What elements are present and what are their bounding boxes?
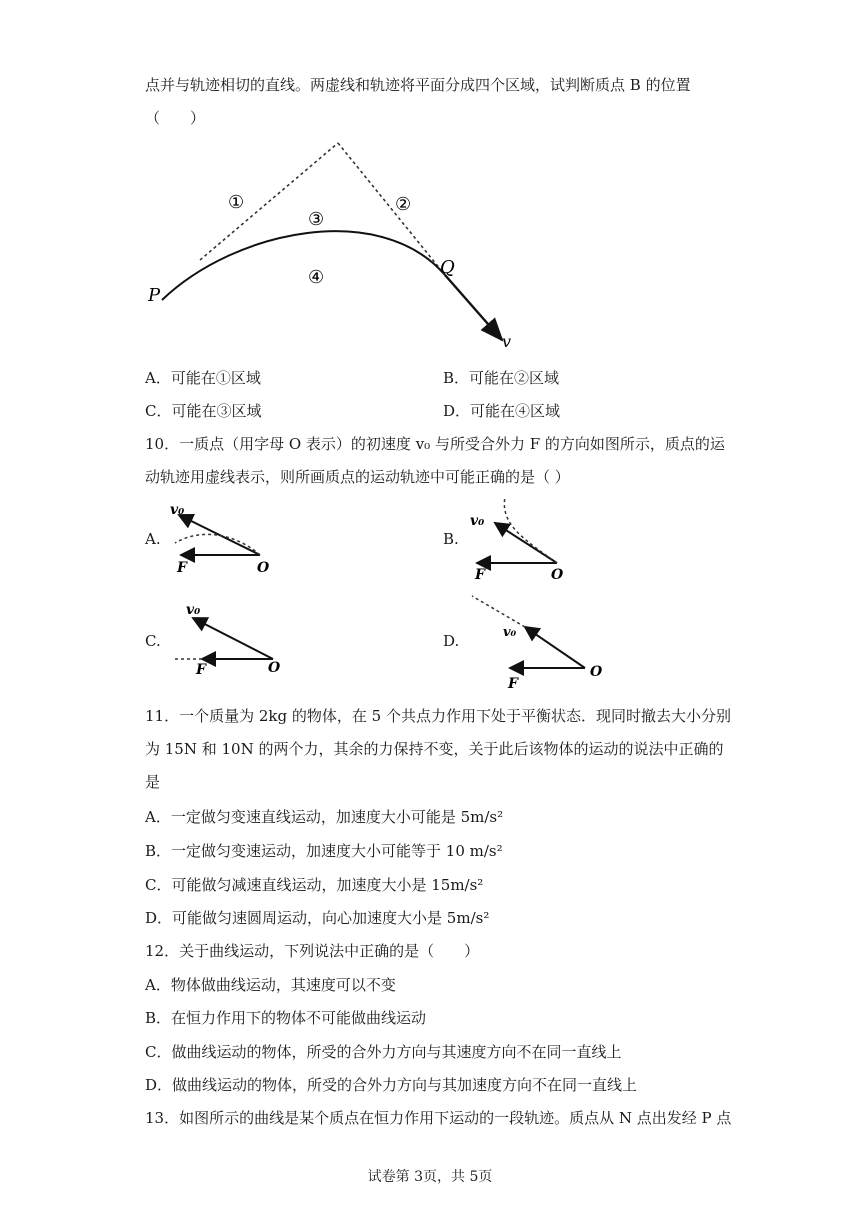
tangent-line-q (338, 143, 445, 275)
svg-text:O: O (268, 660, 281, 676)
q10-figure-b (465, 495, 575, 585)
q10-stem-line2: 动轨迹用虚线表示，则所画质点的运动轨迹中可能正确的是（ ） (145, 468, 570, 486)
svg-text:v₀: v₀ (186, 602, 201, 618)
q11-stem-line3: 是 (145, 773, 161, 791)
q10-option-b-label: B. (443, 530, 459, 548)
q10-figure-c (168, 598, 288, 678)
q10-option-d-label: D. (443, 632, 460, 650)
q10-stem-line1: 10．一质点（用字母 O 表示）的初速度 v₀ 与所受合外力 F 的方向如图所示，质点的运 (145, 435, 725, 453)
q11-stem-line2: 为 15N 和 10N 的两个力，其余的力保持不变，关于此后该物体的运动的说法中正确的 (145, 740, 724, 758)
q11-option-c: C．可能做匀减速直线运动，加速度大小是 15m/s² (145, 876, 484, 894)
svg-text:O: O (590, 664, 603, 680)
svg-text:F: F (475, 567, 485, 583)
q13-stem-line1: 13．如图所示的曲线是某个质点在恒力作用下运动的一段轨迹。质点从 N 点出发经 P 点 (145, 1109, 732, 1127)
q9-option-d: D．可能在④区域 (443, 402, 561, 420)
point-q-label: Q (440, 257, 455, 278)
q11-option-a: A．一定做匀变速直线运动，加速度大小可能是 5m/s² (145, 808, 504, 826)
q12-option-d: D．做曲线运动的物体，所受的合外力方向与其加速度方向不在同一直线上 (145, 1076, 638, 1094)
q10-figure-a (165, 498, 275, 578)
trajectory-curve (162, 231, 445, 300)
region-3-label: ③ (308, 209, 325, 230)
q10-option-c-label: C. (145, 632, 161, 650)
q9-trajectory-figure (140, 135, 520, 355)
q11-stem-line1: 11．一个质量为 2kg 的物体，在 5 个共点力作用下处于平衡状态．现同时撤去大小分别 (145, 707, 731, 725)
svg-text:v₀: v₀ (503, 625, 517, 640)
q10-figure-d (470, 592, 610, 692)
q9-stem-line1: 点并与轨迹相切的直线。两虚线和轨迹将平面分成四个区域，试判断质点 B 的位置 (145, 76, 691, 94)
point-p-label: P (148, 285, 161, 306)
tangent-line-p (200, 143, 338, 260)
svg-text:F: F (508, 676, 518, 692)
q12-option-a: A．物体做曲线运动，其速度可以不变 (145, 976, 396, 994)
region-2-label: ② (395, 194, 412, 215)
q9-option-a: A．可能在①区域 (145, 369, 261, 387)
q12-option-b: B．在恒力作用下的物体不可能做曲线运动 (145, 1009, 427, 1027)
velocity-arrow (445, 275, 502, 340)
region-4-label: ④ (308, 267, 325, 288)
svg-text:F: F (196, 662, 206, 678)
region-1-label: ① (228, 192, 245, 213)
q9-stem-line2: （ ） (145, 109, 206, 127)
q11-option-d: D．可能做匀速圆周运动，向心加速度大小是 5m/s² (145, 909, 490, 927)
q11-option-b: B．一定做匀变速运动，加速度大小可能等于 10 m/s² (145, 842, 503, 860)
q10-option-a-label: A. (145, 530, 161, 548)
svg-text:F: F (177, 560, 187, 576)
q12-stem: 12．关于曲线运动，下列说法中正确的是（ ） (145, 942, 480, 960)
svg-text:O: O (257, 560, 270, 576)
q12-option-c: C．做曲线运动的物体，所受的合外力方向与其速度方向不在同一直线上 (145, 1043, 622, 1061)
q9-option-b: B．可能在②区域 (443, 369, 560, 387)
page-footer: 试卷第 3页，共 5页 (367, 1169, 493, 1185)
velocity-label: v (502, 332, 512, 351)
svg-text:v₀: v₀ (470, 513, 485, 529)
svg-text:v₀: v₀ (170, 502, 185, 518)
q9-option-c: C．可能在③区域 (145, 402, 262, 420)
svg-text:O: O (551, 567, 564, 583)
